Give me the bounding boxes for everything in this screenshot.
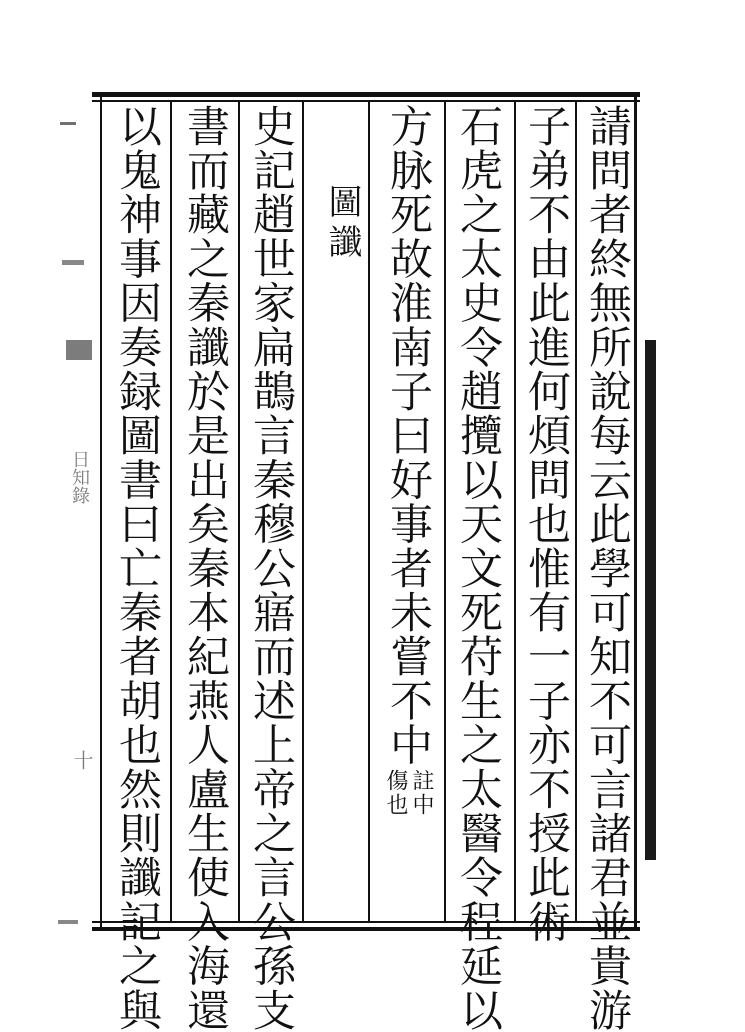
column-text: 方脉死故淮南子曰好事者未嘗不中 (383, 104, 433, 767)
bleed-mark (58, 920, 78, 924)
section-heading: 圖讖 (322, 184, 362, 264)
text-column-6 (242, 104, 300, 1032)
bleed-mark (62, 260, 84, 265)
margin-bleed (0, 100, 100, 940)
margin-title-fragment: 日知錄 (69, 450, 90, 504)
text-column-3 (449, 104, 507, 1032)
note-line-2: 傷也 (383, 769, 408, 817)
margin-page-fragment: 十 (70, 750, 94, 770)
text-column-8 (108, 104, 166, 1032)
column-divider (170, 102, 172, 922)
column-divider (302, 102, 304, 922)
text-column-7 (176, 104, 234, 1032)
interlinear-note (382, 769, 434, 817)
text-column-1 (578, 104, 636, 1032)
column-text: 請問者終無所說每云此學可知不可言諸君並貴游 (582, 104, 632, 1032)
bleed-mark (66, 340, 92, 360)
column-text: 子弟不由此進何煩問也惟有一子亦不授此術 (521, 104, 571, 944)
column-text: 石虎之太史令趙攬以天文死苻生之太醫令程延以 (453, 104, 503, 1032)
column-text: 以鬼神事因奏録圖書曰亡秦者胡也然則讖記之與 (112, 104, 162, 1032)
column-divider (368, 102, 370, 922)
column-divider (238, 102, 240, 922)
top-border-thin (92, 100, 640, 102)
text-column-4 (379, 104, 437, 924)
text-column-2 (517, 104, 575, 944)
bleed-mark (60, 122, 76, 125)
column-text: 書而藏之秦讖於是出矣秦本紀燕人盧生使入海還 (180, 104, 230, 1032)
column-divider (444, 102, 446, 922)
column-divider (514, 102, 516, 922)
note-line-1: 註中 (409, 769, 434, 817)
column-divider (575, 102, 577, 922)
binding-edge (645, 340, 656, 860)
top-border-thick (92, 92, 640, 97)
left-border (100, 96, 102, 929)
column-text: 史記趙世家扁鵲言秦穆公寤而述上帝之言公孫支 (246, 104, 296, 1032)
